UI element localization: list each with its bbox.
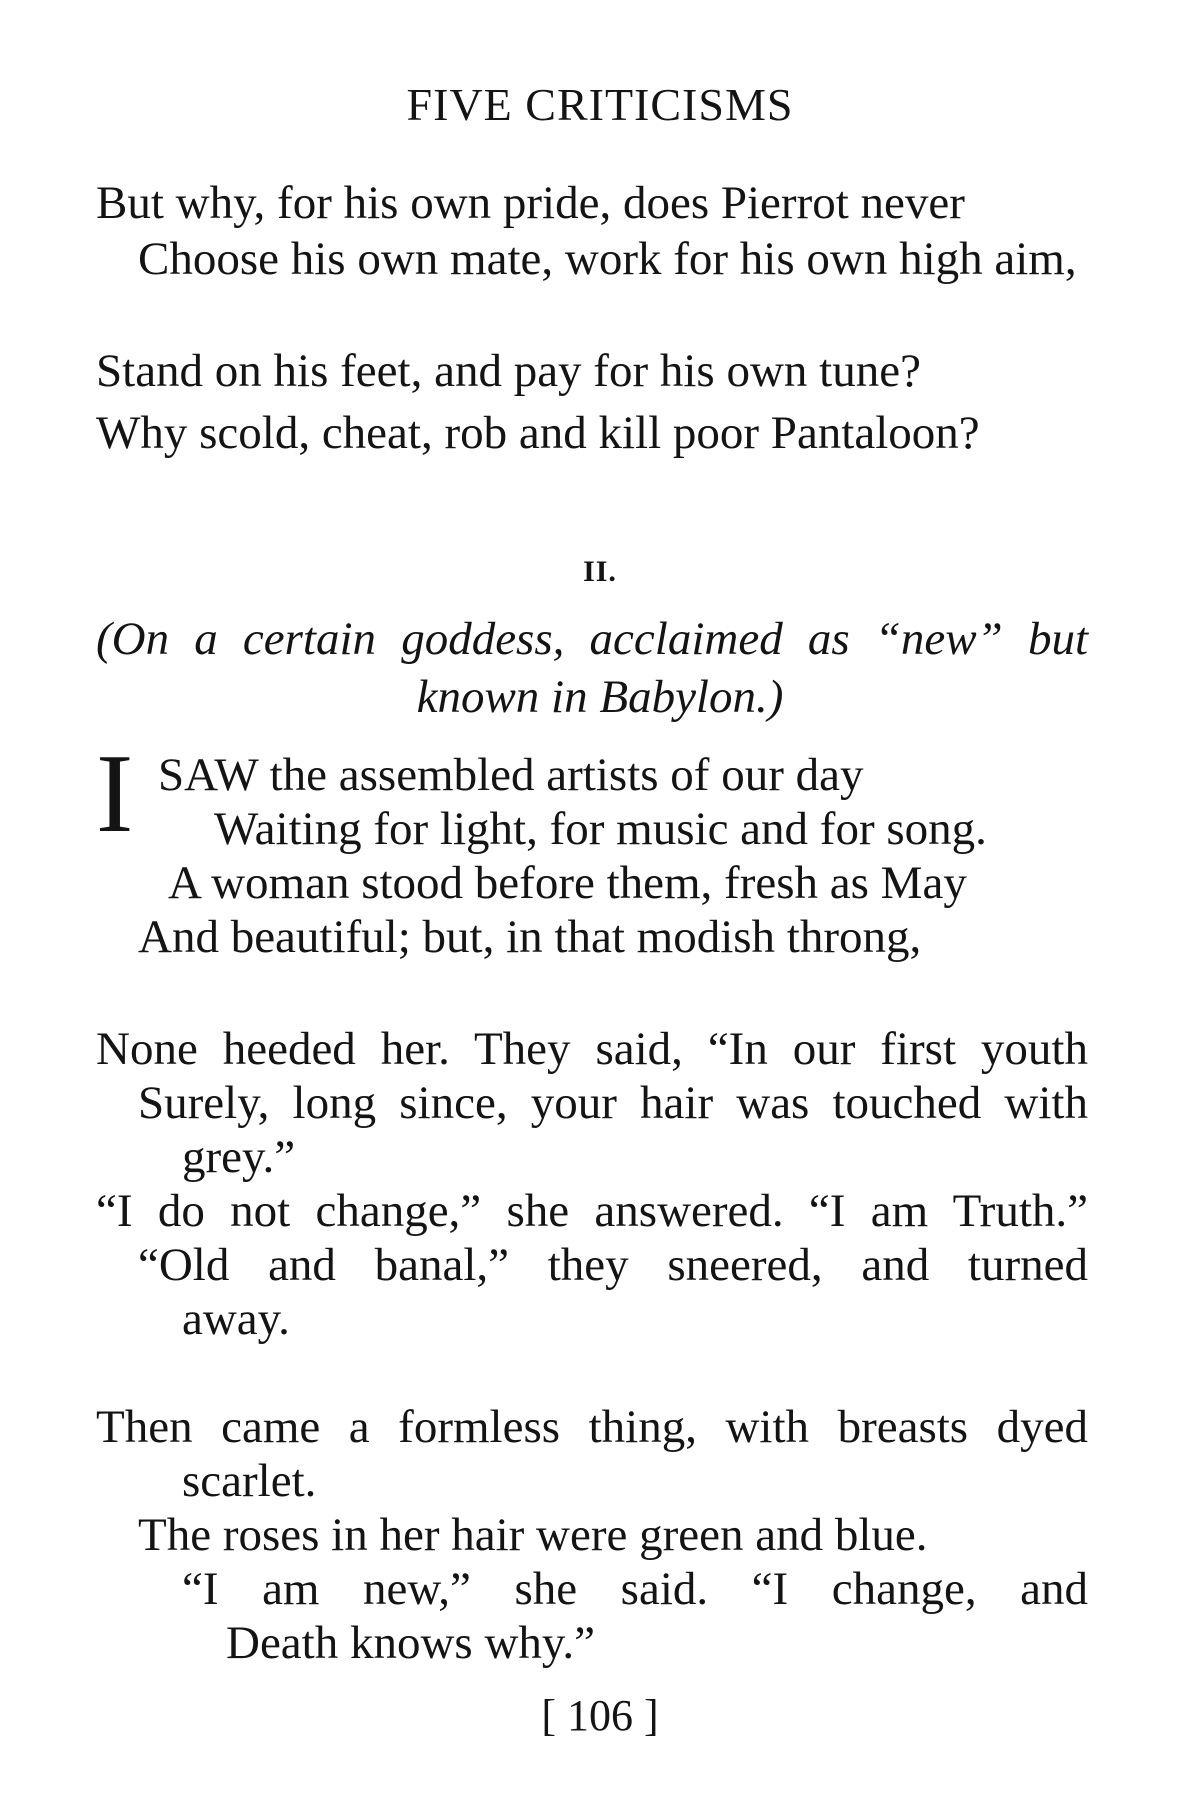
poem-line: “Old and banal,” they sneered, and turned [138, 1239, 1088, 1291]
page-number: [ 106 ] [541, 1691, 659, 1740]
poem-line: The roses in her hair were green and blue. [138, 1509, 928, 1561]
section-number: II. [583, 555, 617, 588]
poem-line: SAW the assembled artists of our day [158, 749, 864, 801]
poem-line-continuation: Death knows why.” [226, 1617, 595, 1669]
drop-cap: I [96, 732, 134, 856]
poem-line: But why, for his own pride, does Pierrot never [96, 177, 965, 229]
poem-line: Surely, long since, your hair was touched with [138, 1077, 1088, 1129]
poem-line: None heeded her. They said, “In our first youth [96, 1023, 1088, 1075]
epigraph-line: known in Babylon.) [416, 671, 784, 723]
poem-line-continuation: grey.” [182, 1131, 296, 1183]
running-head: FIVE CRITICISMS [406, 79, 794, 130]
poem-line: Then came a formless thing, with breasts dyed [96, 1401, 1088, 1453]
poem-line: Waiting for light, for music and for song. [214, 803, 987, 855]
poem-line: Stand on his feet, and pay for his own tune? [96, 345, 921, 397]
poem-line: Choose his own mate, work for his own high aim, [138, 233, 1077, 285]
epigraph-line: (On a certain goddess, acclaimed as “new” but [96, 613, 1088, 665]
poem-line: A woman stood before them, fresh as May [168, 857, 967, 909]
poem-line-continuation: scarlet. [182, 1455, 317, 1507]
poem-line-continuation: away. [182, 1293, 290, 1345]
poem-line: And beautiful; but, in that modish throng, [138, 911, 922, 963]
poem-line: “I do not change,” she answered. “I am Truth.” [96, 1185, 1088, 1237]
poem-line: “I am new,” she said. “I change, and [182, 1563, 1088, 1615]
poem-line: Why scold, cheat, rob and kill poor Pantaloon? [96, 407, 980, 459]
